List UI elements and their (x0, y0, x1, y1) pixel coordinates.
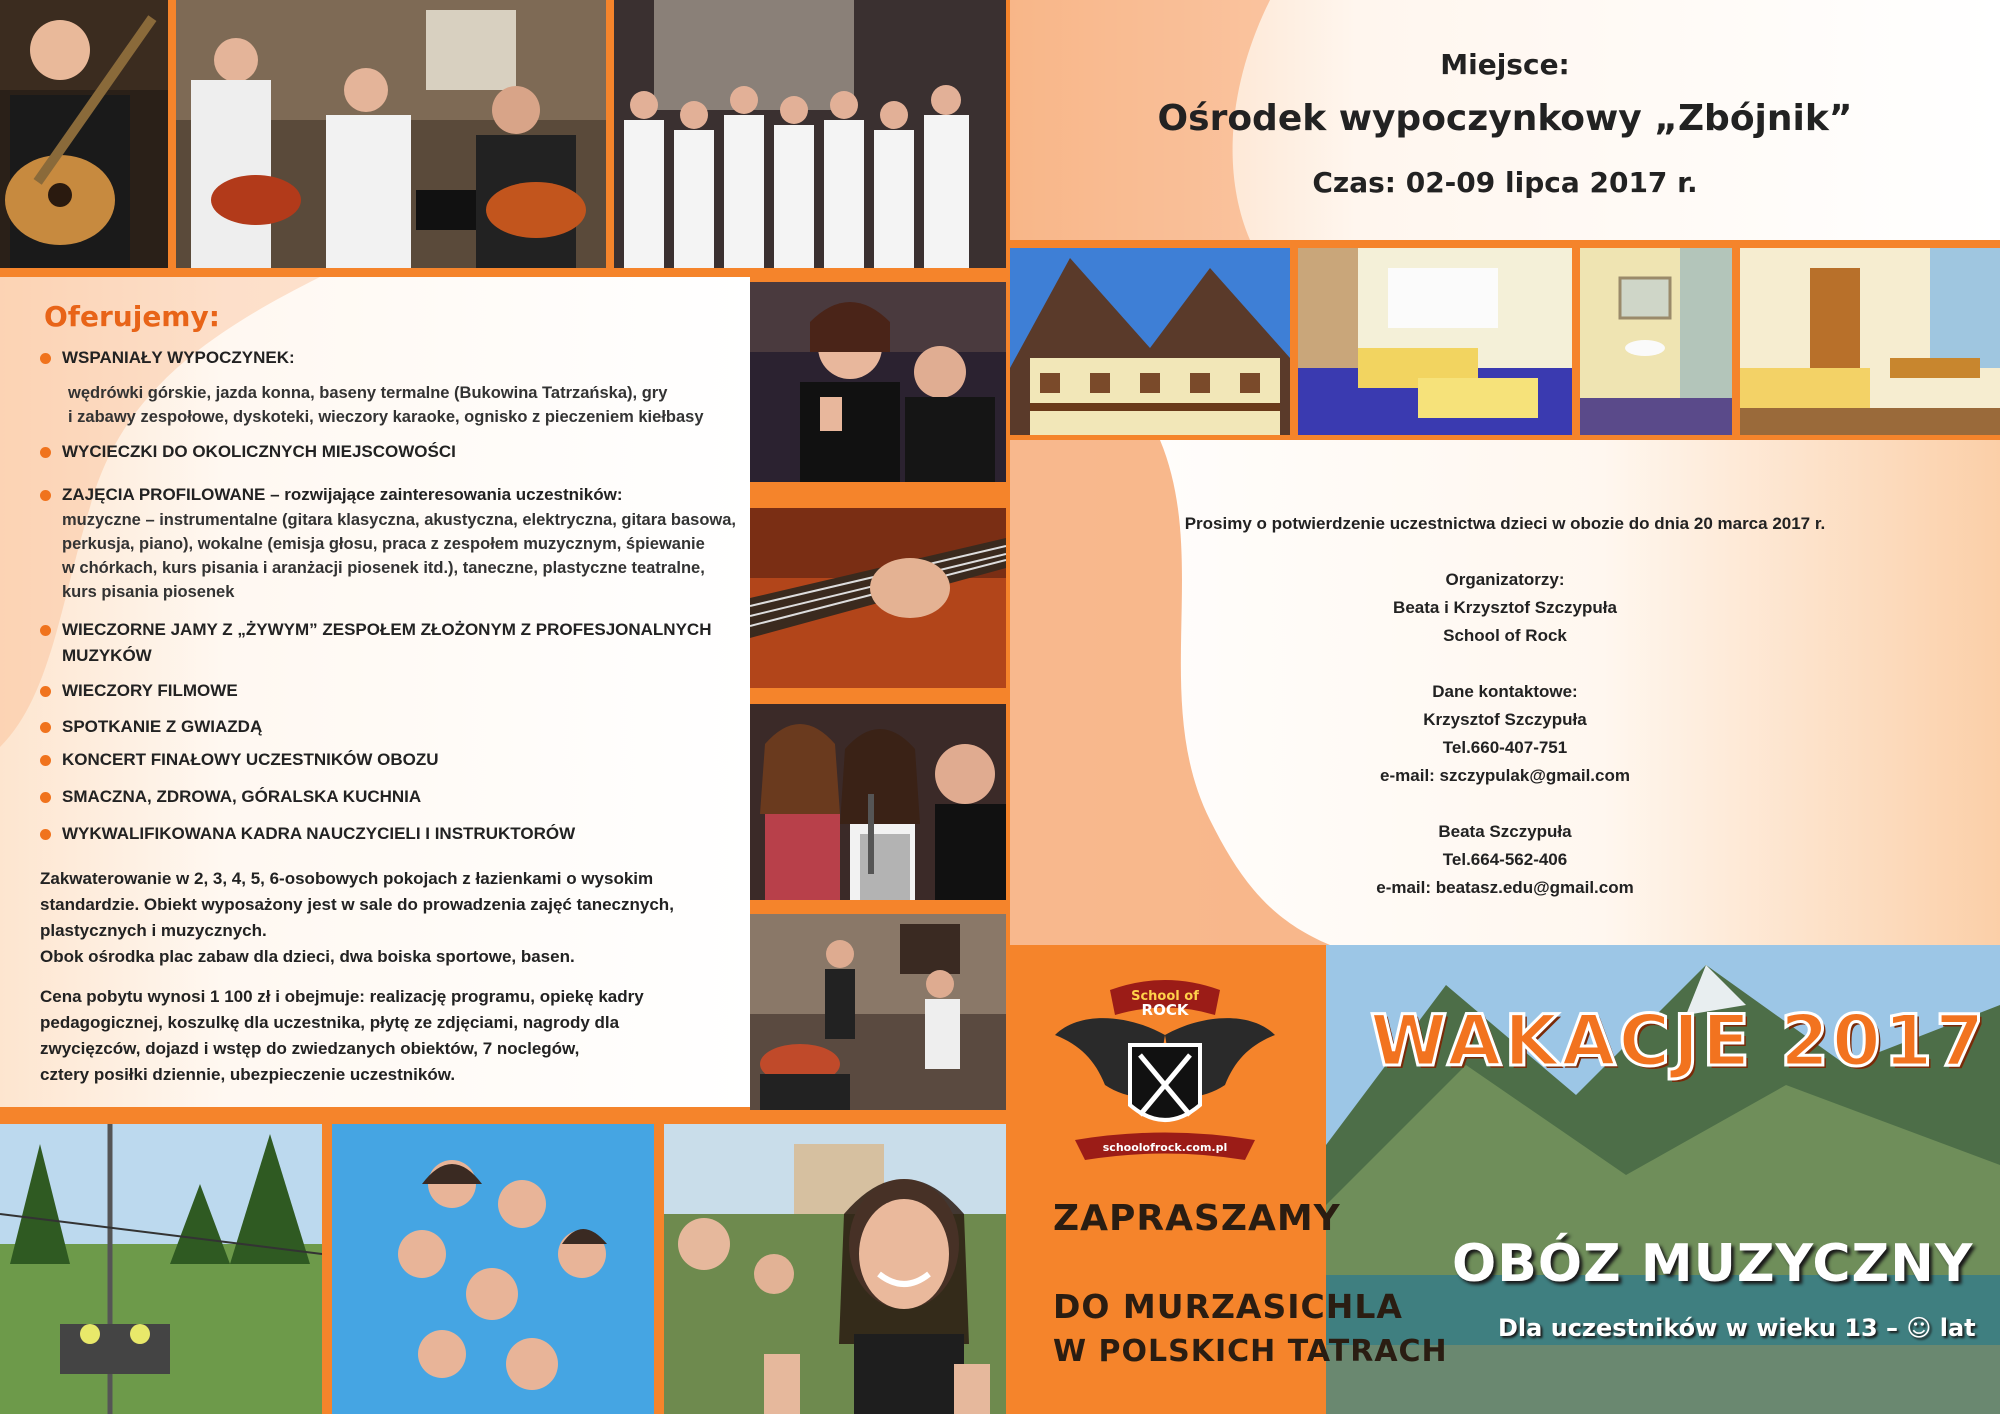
age-text: Dla uczestników w wieku 13 – ☺ lat (1498, 1314, 1976, 1342)
place-line-2: W POLSKICH TATRACH (1053, 1334, 1448, 1369)
logo-main-text: ROCK (1141, 1001, 1189, 1019)
offer-item-title: WYKWALIFIKOWANA KADRA NAUCZYCIELI I INSTRUKTORÓW (62, 824, 576, 843)
place-line-1: DO MURZASICHLA (1053, 1287, 1403, 1326)
bullet-icon (40, 722, 51, 733)
person1-email: e-mail: szczypulak@gmail.com (1380, 766, 1630, 785)
offer-item-title: WIECZORY FILMOWE (62, 681, 238, 700)
accommodation-text: Zakwaterowanie w 2, 3, 4, 5, 6-osobowych pokojach z łazienkami o wysokim standardzie. Obiekt wyposażony jest w sale do prowadzenia zajęć tanecznych, plastycznych i muzycznych. Obok ośrodka plac zabaw dla dzieci, dwa boiska sportowe, basen. (40, 869, 674, 966)
photo-room-1 (1298, 248, 1572, 435)
bullet-icon (40, 755, 51, 766)
contact-label: Dane kontaktowe: (1432, 682, 1578, 701)
person1-phone: Tel.660-407-751 (1442, 738, 1568, 757)
headline-text: WAKACJE 2017 (1370, 1000, 1988, 1082)
logo-url-text: schoolofrock.com.pl (1102, 1141, 1228, 1154)
offer-item-concert (40, 747, 740, 773)
price-text: Cena pobytu wynosi 1 100 zł i obejmuje: realizację programu, opiekę kadry pedagogicznej, koszulkę dla uczestnika, płytę ze zdjęciami, nagrody dla zwycięzców, dojazd i wstęp do zwiedzanych obiektów, 7 noclegów, cztery posiłki dziennie, ubezpieczenie uczestników. (40, 987, 644, 1084)
person1-name: Krzysztof Szczypuła (1423, 710, 1587, 729)
photo-smiling-girl (664, 1124, 1006, 1414)
offer-item-trips (40, 439, 740, 465)
person2-phone: Tel.664-562-406 (1442, 850, 1568, 869)
photo-guitarist (0, 0, 168, 268)
photo-singers (750, 704, 1006, 900)
offer-item-title: WSPANIAŁY WYPOCZYNEK: (62, 348, 295, 367)
offer-item-food (40, 784, 740, 810)
confirm-text: Prosimy o potwierdzenie uczestnictwa dzieci w obozie do dnia 20 marca 2017 r. (1184, 514, 1826, 533)
bullet-icon (40, 792, 51, 803)
photo-chairlift (0, 1124, 322, 1414)
offer-item-movies (40, 678, 740, 704)
photo-stage-band (750, 914, 1006, 1110)
school-of-rock-logo (1050, 975, 1280, 1170)
offer-item-details: wędrówki górskie, jazda konna, baseny termalne (Bukowina Tatrzańska), gry i zabawy zespołowe, dyskoteki, wieczory karaoke, ognisko z pieczeniem kiełbasy (68, 384, 704, 426)
bullet-icon (40, 625, 51, 636)
photo-thumbs-up (750, 282, 1006, 482)
bullet-icon (40, 490, 51, 501)
organizers-names: Beata i Krzysztof Szczypuła (1393, 598, 1617, 617)
photo-building (1010, 248, 1290, 435)
person2-name: Beata Szczypuła (1438, 822, 1572, 841)
offer-item-title: WYCIECZKI DO OKOLICZNYCH MIEJSCOWOŚCI (62, 442, 456, 461)
offer-item-rest (40, 345, 740, 429)
organizers-label: Organizatorzy: (1445, 570, 1565, 589)
photo-choir (614, 0, 1006, 268)
offer-item-staff (40, 821, 740, 847)
camp-title: OBÓZ MUZYCZNY (1452, 1234, 1974, 1294)
venue-label: Miejsce: (1440, 48, 1570, 81)
bullet-icon (40, 686, 51, 697)
photo-bass-guitar (750, 508, 1006, 688)
person2-email: e-mail: beatasz.edu@gmail.com (1376, 878, 1634, 897)
bullet-icon (40, 447, 51, 458)
offer-item-title: SPOTKANIE Z GWIAZDĄ (62, 717, 263, 736)
offer-item-title: SMACZNA, ZDROWA, GÓRALSKA KUCHNIA (62, 787, 422, 806)
offer-item-title: WIECZORNE JAMY Z „ŻYWYM” ZESPOŁEM ZŁOŻONYM Z PROFESJONALNYCH MUZYKÓW (62, 620, 712, 665)
offer-item-jams (40, 617, 740, 669)
photo-room-2 (1740, 248, 2000, 435)
bullet-icon (40, 353, 51, 364)
organizers-org: School of Rock (1443, 626, 1567, 645)
offer-item-title: KONCERT FINAŁOWY UCZESTNIKÓW OBOZU (62, 750, 439, 769)
photo-band (176, 0, 606, 268)
photo-pool (332, 1124, 654, 1414)
invite-text: ZAPRASZAMY (1053, 1198, 1341, 1239)
offer-item-star (40, 714, 740, 740)
photo-bathroom (1580, 248, 1732, 435)
venue-name: Ośrodek wypoczynkowy „Zbójnik” (1157, 98, 1853, 139)
offer-item-title: ZAJĘCIA PROFILOWANE – rozwijające zainteresowania uczestników: (62, 485, 623, 504)
offer-item-details: muzyczne – instrumentalne (gitara klasyczna, akustyczna, elektryczna, gitara basowa, perkusja, piano), wokalne (emisja głosu, praca z zespołem muzycznym, śpiewanie w chórkach, kurs pisania i aranżacji piosenek itd.), taneczne, plastyczne teatralne, kurs pisania piosenek (62, 511, 737, 601)
offer-item-workshops (40, 482, 740, 604)
bullet-icon (40, 829, 51, 840)
venue-time: Czas: 02-09 lipca 2017 r. (1312, 166, 1698, 199)
offer-heading: Oferujemy: (44, 300, 220, 333)
logo-top-text: School of (1131, 989, 1199, 1004)
